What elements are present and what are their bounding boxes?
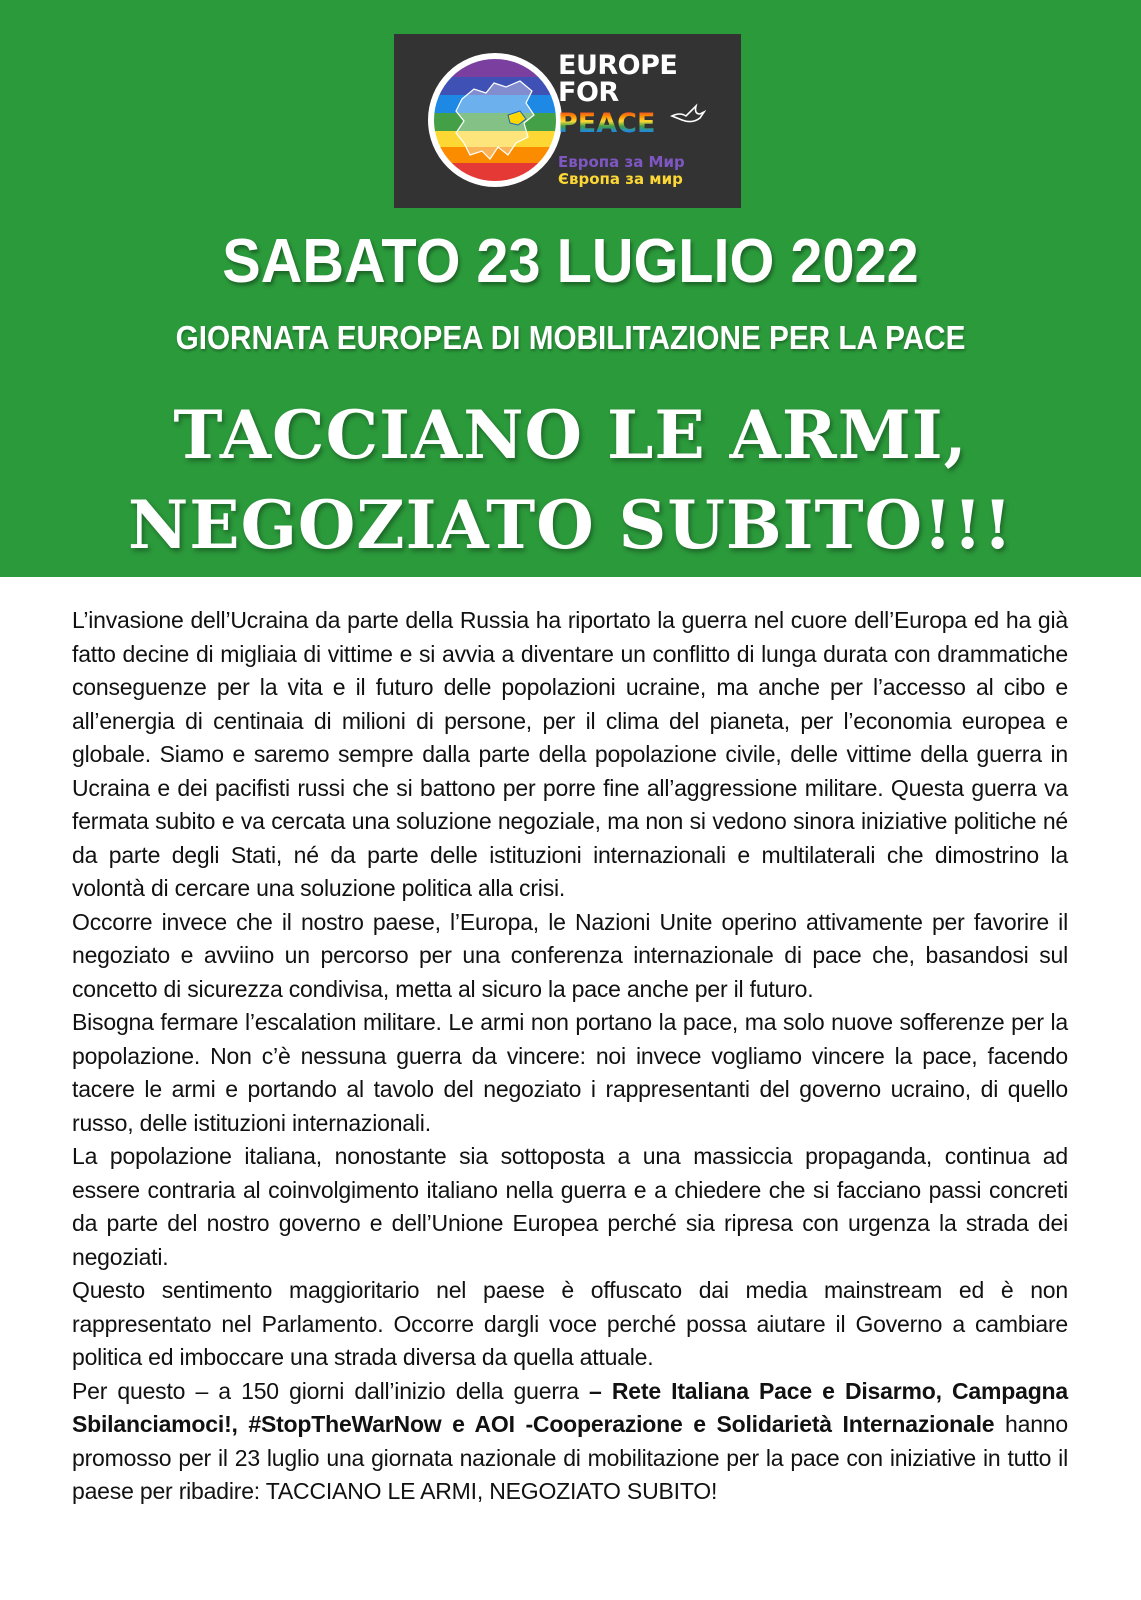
paragraph-6-start: Per questo – a 150 giorni dall’inizio della guerra [72,1377,590,1404]
paragraph-4: La popolazione italiana, nonostante sia sottoposta a una massiccia propaganda, continua ad essere contraria al coinvolgimento italiano nella guerra e a chiedere che si facciano passi concreti da parte del nostro governo e dell’Unione Europea perché sia ripresa con urgenza la strada dei negoziati. [72,1143,1068,1270]
event-subtitle: GIORNATA EUROPEA DI MOBILITAZIONE PER LA PACE [175,319,966,356]
logo-title [558,52,677,106]
header-banner [0,0,1141,577]
paragraph-5: Questo sentimento maggioritario nel paese è offuscato dai media mainstream ed è non rappresentato nel Parlamento. Occorre dargli voce perché possa aiutare il Governo a cambiare politica ed imboccare una strada diversa da quella attuale. [72,1277,1068,1370]
europe-for-peace-logo [394,34,741,208]
headline-line-2: NEGOZIATO SUBITO!!! [127,486,1014,564]
event-date: SABATO 23 LUGLIO 2022 [222,227,919,296]
paragraph-1: L’invasione dell’Ucraina da parte della Russia ha riportato la guerra nel cuore dell’Europa ed ha già fatto decine di migliaia di vittime e si avvia a diventare un conflitto di lunga durata con drammatiche conseguenze per la vita e il futuro delle popolazioni ucraine, ma anche per l’accesso al cibo e all’energia di centinaia di milioni di persone, per il clima del pianeta, per l’economia europea e globale. Siamo e saremo sempre dalla parte della popolazione civile, delle vittime della guerra in Ucraina e dei pacifisti russi che si battono per porre fine all’aggressione militare. Questa guerra va fermata subito e va cercata una soluzione negoziale, ma non si vedono sinora iniziative politiche né da parte degli Stati, né da parte delle istituzioni internazionali e multilaterali che dimostrino la volontà di cercare una soluzione politica alla crisi. [72,607,1068,901]
logo-line-europe: EUROPE [558,50,678,81]
paragraph-6-organizations: – Rete Italiana Pace e Disarmo, Campagna Sbilanciamoci!, #StopTheWarNow e AOI -Cooperazione e Solidarietà Internazionale [72,1377,1068,1437]
paragraph-6-end: hanno promosso per il 23 luglio una giornata nazionale di mobilitazione per la pace con iniziative in tutto il paese per ribadire: TACCIANO LE ARMI, NEGOZIATO SUBITO! [72,1411,1068,1504]
headline-line-1: TACCIANO LE ARMI, [173,396,968,474]
logo-line-for: FOR [558,77,619,108]
dove-icon [670,102,706,126]
paragraph-3: Bisogna fermare l’escalation militare. Le armi non portano la pace, ma solo nuove sofferenze per la popolazione. Non c’è nessuna guerra da vincere: noi invece vogliamo vincere la pace, facendo tacere le armi e portando al tavolo del negoziato i rappresentanti del governo ucraino, di quello russo, delle istituzioni internazionali. [72,1009,1068,1136]
logo-subtitle-ukrainian: Європа за мир [558,170,683,188]
headline [0,390,1141,570]
rainbow-europe-map-icon [428,53,562,187]
logo-subtitle-russian: Европа за Мир [558,153,685,171]
body-text [72,604,1068,1509]
paragraph-2: Occorre invece che il nostro paese, l’Europa, le Nazioni Unite operino attivamente per favorire il negoziato e avviino un percorso per una conferenza internazionale di pace che, basandosi sul concetto di sicurezza condivisa, metta al sicuro la pace anche per il futuro. [72,908,1068,1002]
logo-line-peace: PEACE [558,108,656,139]
paragraph-6 [72,1375,1068,1509]
